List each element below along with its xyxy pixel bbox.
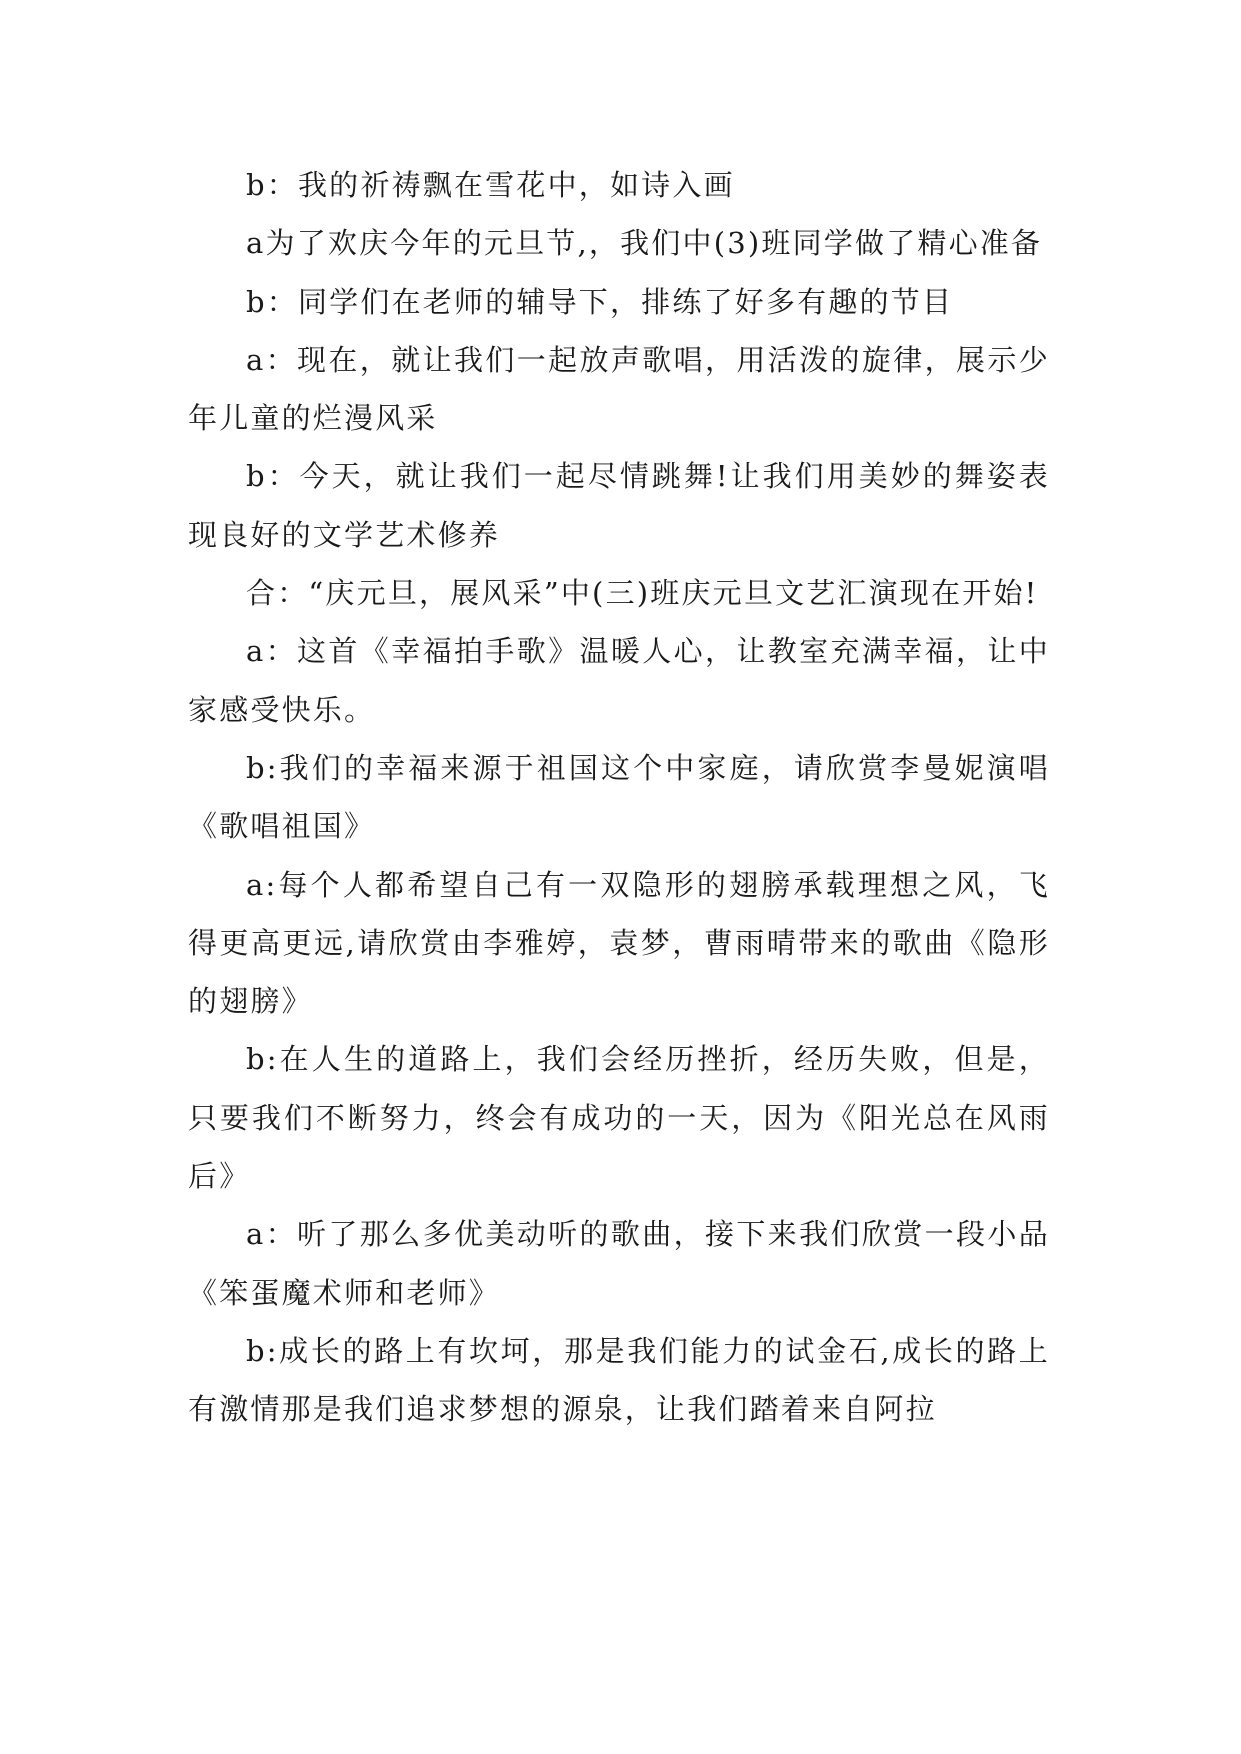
paragraph: b:成长的路上有坎坷，那是我们能力的试金石,成长的路上有激情那是我们追求梦想的源泉，让我们踏着来自阿拉 xyxy=(188,1333,1050,1427)
paragraph: b:我们的幸福来源于祖国这个中家庭，请欣赏李曼妮演唱《歌唱祖国》 xyxy=(188,750,1050,844)
paragraph: a:每个人都希望自己有一双隐形的翅膀承载理想之风，飞得更高更远,请欣赏由李雅婷，袁梦，曹雨晴带来的歌曲《隐形的翅膀》 xyxy=(188,867,1050,1019)
paragraph: b：同学们在老师的辅导下，排练了好多有趣的节目 xyxy=(246,284,954,319)
paragraph: a：这首《幸福拍手歌》温暖人心，让教室充满幸福，让中家感受快乐。 xyxy=(188,634,1050,727)
paragraph: a：听了那么多优美动听的歌曲，接下来我们欣赏一段小品《笨蛋魔术师和老师》 xyxy=(188,1217,1050,1310)
paragraph: b：我的祈祷飘在雪花中，如诗入画 xyxy=(246,168,735,202)
document-body xyxy=(188,156,1050,1439)
paragraph: 合：“庆元旦，展风采”中(三)班庆元旦文艺汇演现在开始! xyxy=(246,576,1039,611)
paragraph: b:在人生的道路上，我们会经历挫折，经历失败，但是，只要我们不断努力，终会有成功的一天，因为《阳光总在风雨后》 xyxy=(188,1042,1050,1194)
paragraph: a为了欢庆今年的元旦节,，我们中(3)班同学做了精心准备 xyxy=(246,226,1043,261)
paragraph: b：今天，就让我们一起尽情跳舞!让我们用美妙的舞姿表现良好的文学艺术修养 xyxy=(188,459,1050,552)
paragraph: a：现在，就让我们一起放声歌唱，用活泼的旋律，展示少年儿童的烂漫风采 xyxy=(188,342,1050,436)
